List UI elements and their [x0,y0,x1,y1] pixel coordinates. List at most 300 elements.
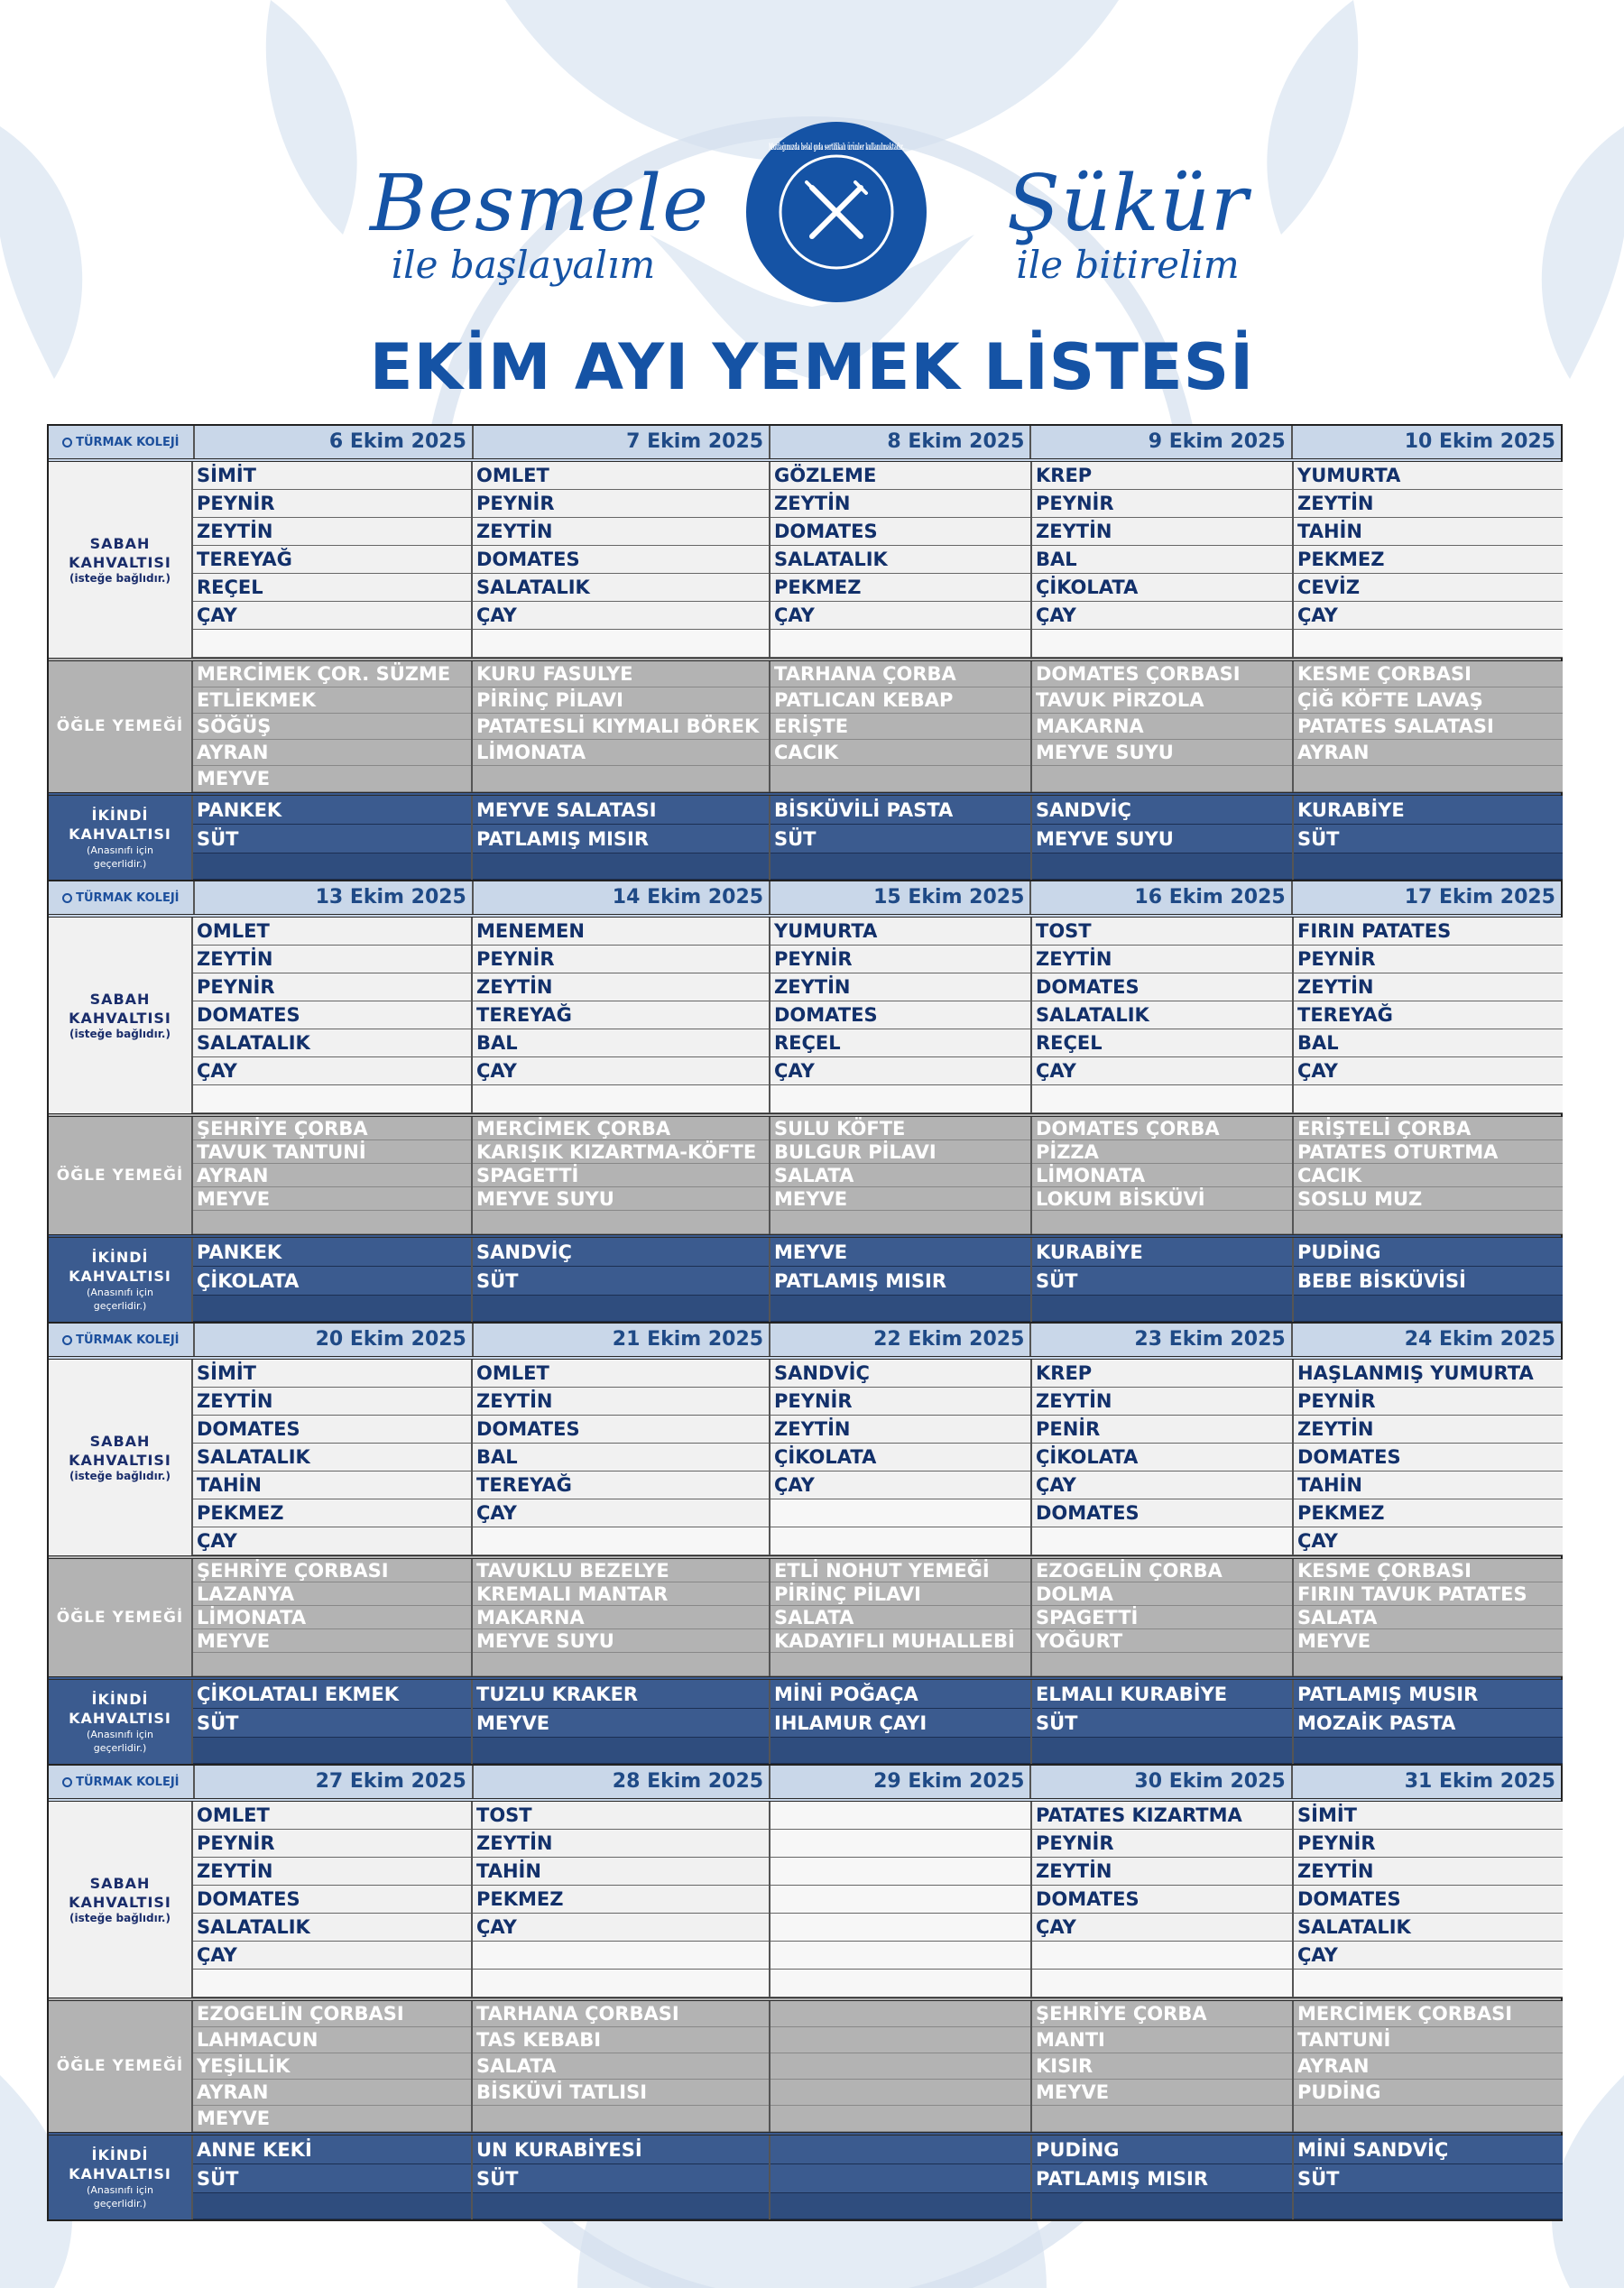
menu-item [770,1802,1030,1830]
menu-item: DOMATES [193,1416,471,1444]
lunch-section [49,1113,1561,1234]
menu-item: ZEYTİN [473,1830,769,1858]
menu-item [1032,766,1292,792]
motto-right-big: Şükür [1007,159,1249,249]
menu-item: PATATES KIZARTMA [1032,1802,1292,1830]
menu-item: ZEYTİN [473,518,769,546]
menu-item [770,2001,1030,2027]
menu-item: ERİŞTE [770,714,1030,740]
menu-item [770,2106,1030,2132]
menu-item: SALATALIK [193,1444,471,1472]
menu-item: ZEYTİN [193,1388,471,1416]
menu-item: MİNİ SANDVİÇ [1294,2136,1563,2164]
menu-item: BEBE BİSKÜVİSİ [1294,1267,1563,1296]
menu-item [770,1914,1030,1942]
motto-right [992,159,1263,287]
menu-item [473,1970,769,1997]
afternoon-snack-label [49,2136,193,2219]
menu-item: ETLİ NOHUT YEMEĞİ [770,1559,1030,1582]
menu-item: BİSKÜVİLİ PASTA [770,796,1030,825]
lunch-section [49,658,1561,792]
menu-item [193,1085,471,1113]
breakfast-day-column [473,918,770,1113]
breakfast-day-column [1294,1802,1563,1997]
menu-item: DOMATES [1294,1886,1563,1914]
menu-item: ELMALI KURABİYE [1032,1680,1292,1709]
menu-item: PATATES OTURTMA [1294,1140,1563,1164]
menu-item [473,1527,769,1555]
afternoon-snack-section [49,792,1561,880]
empty-row [1294,1738,1563,1764]
breakfast-label-line1: SABAH [89,1433,151,1450]
menu-item: CEVİZ [1294,574,1563,602]
menu-item: TEREYAĞ [473,1472,769,1499]
afternoon-snack-label [49,1680,193,1764]
menu-item [770,2027,1030,2053]
menu-item: MERCİMEK ÇOR. SÜZME [193,661,471,687]
breakfast-label-line2: KAHVALTISI [69,554,171,571]
menu-item: SALATALIK [770,546,1030,574]
afternoon-snack-day-column [1294,1238,1563,1322]
menu-item: TOST [473,1802,769,1830]
menu-item [1294,1970,1563,1997]
menu-item [193,1653,471,1676]
menu-item [193,1970,471,1997]
menu-item: ÇAY [1032,1914,1292,1942]
school-name: TÜRMAK KOLEJİ [76,890,180,905]
menu-item [473,1085,769,1113]
menu-item: ZEYTİN [1032,1858,1292,1886]
menu-item: MEYVE [473,1709,769,1738]
breakfast-label-note: (isteğe bağlıdır.) [69,1470,171,1482]
afternoon-snack-label-line1: İKİNDİ [91,1248,149,1266]
afternoon-snack-day-column [473,1680,770,1764]
week-header [49,1766,1561,1802]
menu-item: MERCİMEK ÇORBA [473,1117,769,1140]
breakfast-label [49,918,193,1113]
menu-item: AYRAN [193,740,471,766]
day-date: 21 Ekim 2025 [474,1324,770,1356]
menu-item: SPAGETTİ [473,1164,769,1187]
day-date: 6 Ekim 2025 [195,426,474,458]
menu-item: ÇAY [1032,602,1292,630]
menu-item: SİMİT [193,462,471,490]
menu-item: ÇAY [1032,1057,1292,1085]
menu-item [473,630,769,658]
menu-item: SİMİT [193,1360,471,1388]
afternoon-snack-day-column [473,796,770,880]
afternoon-snack-note-1: (Anasınıfı için [87,1286,153,1298]
school-name: TÜRMAK KOLEJİ [76,435,180,449]
afternoon-snack-day-column [770,1238,1032,1322]
menu-item [770,1527,1030,1555]
breakfast-day-column [1294,462,1563,658]
empty-row [473,853,769,880]
menu-item: ZEYTİN [193,946,471,973]
menu-item: ÇİKOLATA [193,1267,471,1296]
menu-item: PUDİNG [1294,2080,1563,2106]
menu-item: REÇEL [770,1029,1030,1057]
empty-row [193,1738,471,1764]
menu-item: ZEYTİN [1294,973,1563,1001]
empty-row [1294,2193,1563,2219]
menu-item: TUZLU KRAKER [473,1680,769,1709]
afternoon-snack-day-column [1032,796,1294,880]
menu-item: SÖĞÜŞ [193,714,471,740]
day-date: 17 Ekim 2025 [1404,886,1555,909]
menu-item: PEYNİR [473,490,769,518]
menu-item: TARHANA ÇORBASI [473,2001,769,2027]
menu-item [1032,1942,1292,1970]
lunch-section [49,1555,1561,1676]
menu-item: LOKUM BİSKÜVİ [1032,1187,1292,1211]
motto-left-small: ile başlayalım [391,243,656,287]
menu-item: TAHİN [473,1858,769,1886]
menu-item: ZEYTİN [193,518,471,546]
menu-item: KURABİYE [1294,796,1563,825]
breakfast-label-line1: SABAH [89,535,151,552]
menu-item [770,766,1030,792]
breakfast-day-column [770,918,1032,1113]
lunch-day-column [1032,1559,1294,1676]
menu-item: SÜT [1032,1267,1292,1296]
menu-item: PEYNİR [1032,490,1292,518]
menu-item: LİMONATA [193,1606,471,1629]
breakfast-section [49,1360,1561,1555]
menu-item: TANTUNİ [1294,2027,1563,2053]
empty-row [1032,853,1292,880]
afternoon-snack-day-column [1294,2136,1563,2219]
menu-item [1032,1970,1292,1997]
motto-left [370,159,710,287]
menu-item: ÇİKOLATA [1032,1444,1292,1472]
menu-item: ŞEHRİYE ÇORBA [193,1117,471,1140]
menu-item [770,2080,1030,2106]
menu-item: MENEMEN [473,918,769,946]
afternoon-snack-note-1: (Anasınıfı için [87,2183,153,2196]
week-header [49,881,1561,918]
breakfast-label-note: (isteğe bağlıdır.) [69,572,171,585]
school-emblem-icon [62,438,72,447]
menu-item: TAVUKLU BEZELYE [473,1559,769,1582]
menu-item: TOST [1032,918,1292,946]
menu-item: TEREYAĞ [1294,1001,1563,1029]
empty-row [473,1296,769,1322]
menu-item: YEŞİLLİK [193,2053,471,2080]
menu-item: PATATESLİ KIYMALI BÖREK [473,714,769,740]
menu-item: AYRAN [193,2080,471,2106]
menu-item: MEYVE [193,2106,471,2132]
empty-row [193,2193,471,2219]
afternoon-snack-label-line1: İKİNDİ [91,2145,149,2163]
menu-item: PEKMEZ [1294,1499,1563,1527]
menu-table [47,424,1563,2221]
menu-item: KESME ÇORBASI [1294,661,1563,687]
afternoon-snack-label-line2: KAHVALTISI [69,1709,171,1727]
menu-item: PANKEK [193,1238,471,1267]
menu-item: PEKMEZ [770,574,1030,602]
afternoon-snack-label [49,1238,193,1322]
menu-item: ÇAY [193,602,471,630]
menu-item: SÜT [193,1709,471,1738]
breakfast-label-line2: KAHVALTISI [69,1452,171,1469]
menu-item: DOMATES [1032,1886,1292,1914]
page-header [0,0,1624,424]
menu-item: PATLAMIŞ MISIR [770,1267,1030,1296]
breakfast-label-line1: SABAH [89,991,151,1008]
menu-item: PEKMEZ [1294,546,1563,574]
menu-item: ZEYTİN [1294,1858,1563,1886]
afternoon-snack-note-2: geçerlidir.) [93,1741,147,1754]
school-logo [49,1324,195,1356]
lunch-day-column [1032,2001,1294,2132]
menu-item: MEYVE [193,1187,471,1211]
afternoon-snack-note-2: geçerlidir.) [93,2197,147,2210]
empty-row [1032,1296,1292,1322]
school-name: TÜRMAK KOLEJİ [76,1775,180,1789]
empty-row [1294,853,1563,880]
menu-item: PEYNİR [1294,1388,1563,1416]
menu-item: BAL [473,1029,769,1057]
menu-item: ZEYTİN [473,973,769,1001]
menu-item: PEYNİR [1032,1830,1292,1858]
menu-item: PENİR [1032,1416,1292,1444]
breakfast-day-column [193,1802,473,1997]
breakfast-label-note: (isteğe bağlıdır.) [69,1912,171,1924]
menu-item: ZEYTİN [770,973,1030,1001]
afternoon-snack-day-column [193,1238,473,1322]
day-date: 24 Ekim 2025 [1404,1328,1555,1351]
empty-row [1294,1296,1563,1322]
lunch-day-column [193,661,473,792]
day-date: 20 Ekim 2025 [195,1324,474,1356]
day-date: 28 Ekim 2025 [474,1766,770,1798]
menu-item: PUDİNG [1032,2136,1292,2164]
menu-item: CACIK [770,740,1030,766]
menu-item: TAVUK PİRZOLA [1032,687,1292,714]
day-date: 7 Ekim 2025 [474,426,770,458]
menu-item [770,1499,1030,1527]
menu-item [1032,1527,1292,1555]
afternoon-snack-label-line1: İKİNDİ [91,1690,149,1708]
menu-item: FIRIN PATATES [1294,918,1563,946]
menu-item [473,1942,769,1970]
afternoon-snack-day-column [193,796,473,880]
menu-item: SPAGETTİ [1032,1606,1292,1629]
menu-item: SALATA [770,1164,1030,1187]
menu-item: YUMURTA [770,918,1030,946]
afternoon-snack-day-column [1294,796,1563,880]
menu-item: TEREYAĞ [193,546,471,574]
menu-item: ÇAY [770,1057,1030,1085]
menu-item: MAKARNA [1032,714,1292,740]
breakfast-label-line1: SABAH [89,1875,151,1892]
breakfast-section [49,1802,1561,1997]
day-date: 30 Ekim 2025 [1031,1766,1292,1798]
menu-item: DOMATES ÇORBASI [1032,661,1292,687]
menu-item [1294,630,1563,658]
menu-item: DOMATES [473,1416,769,1444]
day-date: 22 Ekim 2025 [770,1324,1031,1356]
menu-item: BAL [473,1444,769,1472]
breakfast-day-column [193,918,473,1113]
menu-item: ÇAY [770,602,1030,630]
menu-item: MAKARNA [473,1606,769,1629]
day-date: 15 Ekim 2025 [770,881,1031,914]
breakfast-day-column [1294,918,1563,1113]
lunch-day-column [473,2001,770,2132]
lunch-section [49,1997,1561,2132]
menu-item: SANDVİÇ [1032,796,1292,825]
menu-item: AYRAN [1294,740,1563,766]
menu-item: TAHİN [1294,1472,1563,1499]
breakfast-day-column [193,1360,473,1555]
menu-item [770,1653,1030,1676]
afternoon-snack-label-line1: İKİNDİ [91,806,149,824]
school-logo [49,1766,195,1798]
menu-item: PİZZA [1032,1140,1292,1164]
menu-item: ÇAY [473,602,769,630]
afternoon-snack-day-column [770,796,1032,880]
afternoon-snack-day-column [1032,1680,1294,1764]
menu-item: KREMALI MANTAR [473,1582,769,1606]
menu-item: PEYNİR [193,1830,471,1858]
empty-row [193,1296,471,1322]
menu-item: PATLAMIŞ MISIR [473,825,769,853]
empty-row [770,1738,1030,1764]
menu-item: PEKMEZ [193,1499,471,1527]
menu-item: KADAYIFLI MUHALLEBİ [770,1629,1030,1653]
menu-item: LİMONATA [473,740,769,766]
day-date: 14 Ekim 2025 [474,881,770,914]
menu-item: SOSLU MUZ [1294,1187,1563,1211]
day-date: 10 Ekim 2025 [1404,430,1555,453]
lunch-day-column [473,1117,770,1234]
day-date: 29 Ekim 2025 [770,1766,1031,1798]
afternoon-snack-label-line2: KAHVALTISI [69,825,171,843]
lunch-day-column [193,2001,473,2132]
menu-item: MEYVE SUYU [1032,740,1292,766]
menu-item [1294,1211,1563,1234]
breakfast-day-column [770,1802,1032,1997]
menu-item: SANDVİÇ [770,1360,1030,1388]
empty-row [473,2193,769,2219]
menu-item: HAŞLANMIŞ YUMURTA [1294,1360,1563,1388]
afternoon-snack-section [49,2132,1561,2219]
afternoon-snack-note-2: geçerlidir.) [93,1299,147,1312]
motto-right-small: ile bitirelim [1016,243,1240,287]
menu-item: SİMİT [1294,1802,1563,1830]
menu-item: MEYVE SUYU [473,1187,769,1211]
menu-item [193,630,471,658]
menu-item [1032,630,1292,658]
menu-item [1294,1653,1563,1676]
day-date: 27 Ekim 2025 [195,1766,474,1798]
menu-item: ZEYTİN [473,1388,769,1416]
week-header [49,1324,1561,1360]
menu-item: BAL [1294,1029,1563,1057]
menu-item: KARIŞIK KIZARTMA-KÖFTE [473,1140,769,1164]
menu-item: MEYVE SUYU [473,1629,769,1653]
breakfast-label-line2: KAHVALTISI [69,1894,171,1911]
lunch-day-column [1032,661,1294,792]
menu-item: SÜT [770,825,1030,853]
menu-item: SÜT [1294,825,1563,853]
week-block [47,1766,1563,2221]
lunch-label: ÖĞLE YEMEĞİ [49,1559,193,1676]
menu-item: PİRİNÇ PİLAVI [473,687,769,714]
lunch-label: ÖĞLE YEMEĞİ [49,2001,193,2132]
menu-item: OMLET [473,1360,769,1388]
menu-item: ÇAY [1294,602,1563,630]
school-logo [49,426,195,458]
breakfast-day-column [473,1802,770,1997]
menu-item: ŞEHRİYE ÇORBA [1032,2001,1292,2027]
menu-item: SÜT [1032,1709,1292,1738]
menu-item: SALATALIK [1294,1914,1563,1942]
menu-item: PEYNİR [193,973,471,1001]
menu-item: DOMATES [770,518,1030,546]
lunch-label: ÖĞLE YEMEĞİ [49,661,193,792]
menu-item: KREP [1032,1360,1292,1388]
menu-item: ZEYTİN [1032,1388,1292,1416]
afternoon-snack-label-line2: KAHVALTISI [69,1267,171,1285]
afternoon-snack-label-line2: KAHVALTISI [69,2164,171,2182]
menu-item: TAHİN [193,1472,471,1499]
afternoon-snack-label [49,796,193,880]
menu-item: DOMATES [193,1886,471,1914]
breakfast-day-column [193,462,473,658]
menu-item: MEYVE [193,1629,471,1653]
lunch-day-column [770,661,1032,792]
breakfast-section [49,462,1561,658]
empty-row [770,2193,1030,2219]
menu-item [770,1211,1030,1234]
day-date: 23 Ekim 2025 [1031,1324,1292,1356]
menu-item: IHLAMUR ÇAYI [770,1709,1030,1738]
menu-item: SÜT [193,825,471,853]
menu-item: MEYVE SUYU [1032,825,1292,853]
menu-item [1032,2106,1292,2132]
breakfast-day-column [473,462,770,658]
menu-item: MERCİMEK ÇORBASI [1294,2001,1563,2027]
empty-row [473,1738,769,1764]
menu-item: KURU FASULYE [473,661,769,687]
menu-item [473,766,769,792]
breakfast-day-column [1032,462,1294,658]
menu-item: SALATALIK [193,1029,471,1057]
menu-item: PATLAMIŞ MUSIR [1294,1680,1563,1709]
breakfast-day-column [770,462,1032,658]
menu-item: OMLET [473,462,769,490]
menu-item [1032,1085,1292,1113]
menu-item: PATLICAN KEBAP [770,687,1030,714]
afternoon-snack-day-column [1032,2136,1294,2219]
school-name: TÜRMAK KOLEJİ [76,1333,180,1347]
menu-item: SÜT [473,2164,769,2193]
menu-item [193,1211,471,1234]
menu-item: ÇAY [193,1527,471,1555]
empty-row [1032,1738,1292,1764]
empty-row [770,853,1030,880]
menu-item: ZEYTİN [770,1416,1030,1444]
menu-item: OMLET [193,918,471,946]
menu-item: ÇAY [473,1057,769,1085]
menu-item: DOMATES [1294,1444,1563,1472]
menu-item: SALATALIK [193,1914,471,1942]
menu-item: PANKEK [193,796,471,825]
menu-item: BİSKÜVİ TATLISI [473,2080,769,2106]
